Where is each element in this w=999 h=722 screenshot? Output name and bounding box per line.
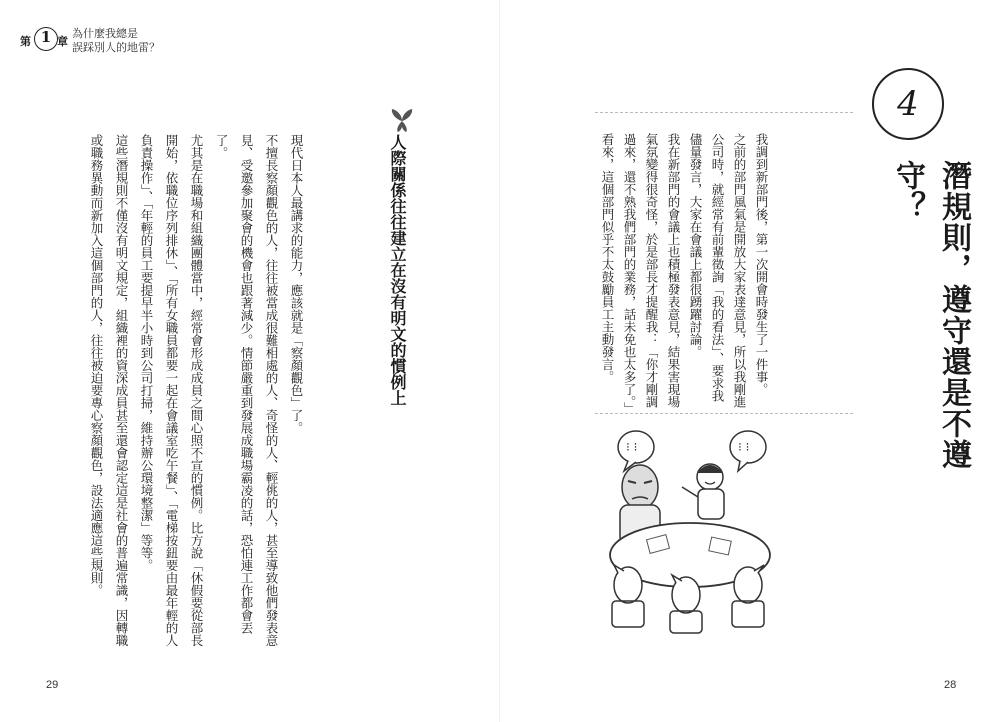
story-paragraph: 之前的部門風氣是開放大家表達意見，所以我剛進公司時，就經常有前輩徵詢「我的看法」、要求我儘量發言，大家在會議上都很踴躍討論。 [688,133,747,408]
story-paragraph: 看來，這個部門似乎不太鼓勵員工主動發言。 [600,133,615,383]
running-header-line1: 為什麼我總是 [72,27,138,40]
chapter-title: 潛規則，遵守還是不遵守？ [890,160,971,470]
chapter-number: 1 [40,28,52,46]
chapter-badge [18,24,68,54]
body-text [84,134,309,654]
story-paragraph: 我在新部門的會議上也積極發表意見，結果害現場氣氛變得很奇怪，於是部長才提醒我：「你才剛調過來，還不熟我們部門的業務，話未免也太多了。」 [622,133,681,415]
leaf-icon [387,107,417,133]
page-number-right: 28 [944,679,957,691]
meeting-illustration [598,425,780,635]
paragraph: 不擅長察顏觀色的人，往往被當成很難相處的人、奇怪的人、輕佻的人，甚至導致他們發表意見、受邀參加聚會的機會也跟著減少。情節嚴重到發展成職場霸凌的話，恐怕連工作都會丟了。 [214,134,279,647]
svg-text:⁝ ⁝: ⁝ ⁝ [738,440,750,454]
paragraph: 現代日本人最講求的能力，應該就是「察顏觀色」了。 [289,134,304,434]
svg-text:⁝ ⁝: ⁝ ⁝ [626,440,638,454]
chapter-prefix: 第 [20,35,31,48]
running-header [72,27,160,55]
story-paragraph: 我調到新部門後，第一次開會時發生了一件事。 [754,133,769,396]
paragraph: 尤其是在職場和組織團體當中，經常會形成成員之間心照不宣的慣例。比方說「休假要從部長開始，依職位序列排休」、「所有女職員都要一起在會議室吃午餐」、「電梯按鈕要由最年輕的人負責操作」、「年輕的員工要提早半小時到公司打掃，維持辦公環境整潔」等等。 [139,134,204,647]
chapter-suffix: 章 [57,35,68,48]
paragraph: 這些潛規則不僅沒有明文規定，組織裡的資深成員甚至還會認定這是社會的普遍常識，因轉職或職務異動而新加入這個部門的人，往往被迫要專心察顏觀色，設法適應這些規則。 [89,134,129,647]
running-header-line2: 誤踩別人的地雷？ [72,41,160,54]
page-gutter [499,0,500,722]
page-number-left: 29 [46,679,59,691]
section-number: 4 [897,84,919,124]
section-heading: 人際關係往往建立在沒有明文的慣例上 [388,134,407,406]
story-text [596,133,772,413]
section-number-badge [872,68,944,140]
